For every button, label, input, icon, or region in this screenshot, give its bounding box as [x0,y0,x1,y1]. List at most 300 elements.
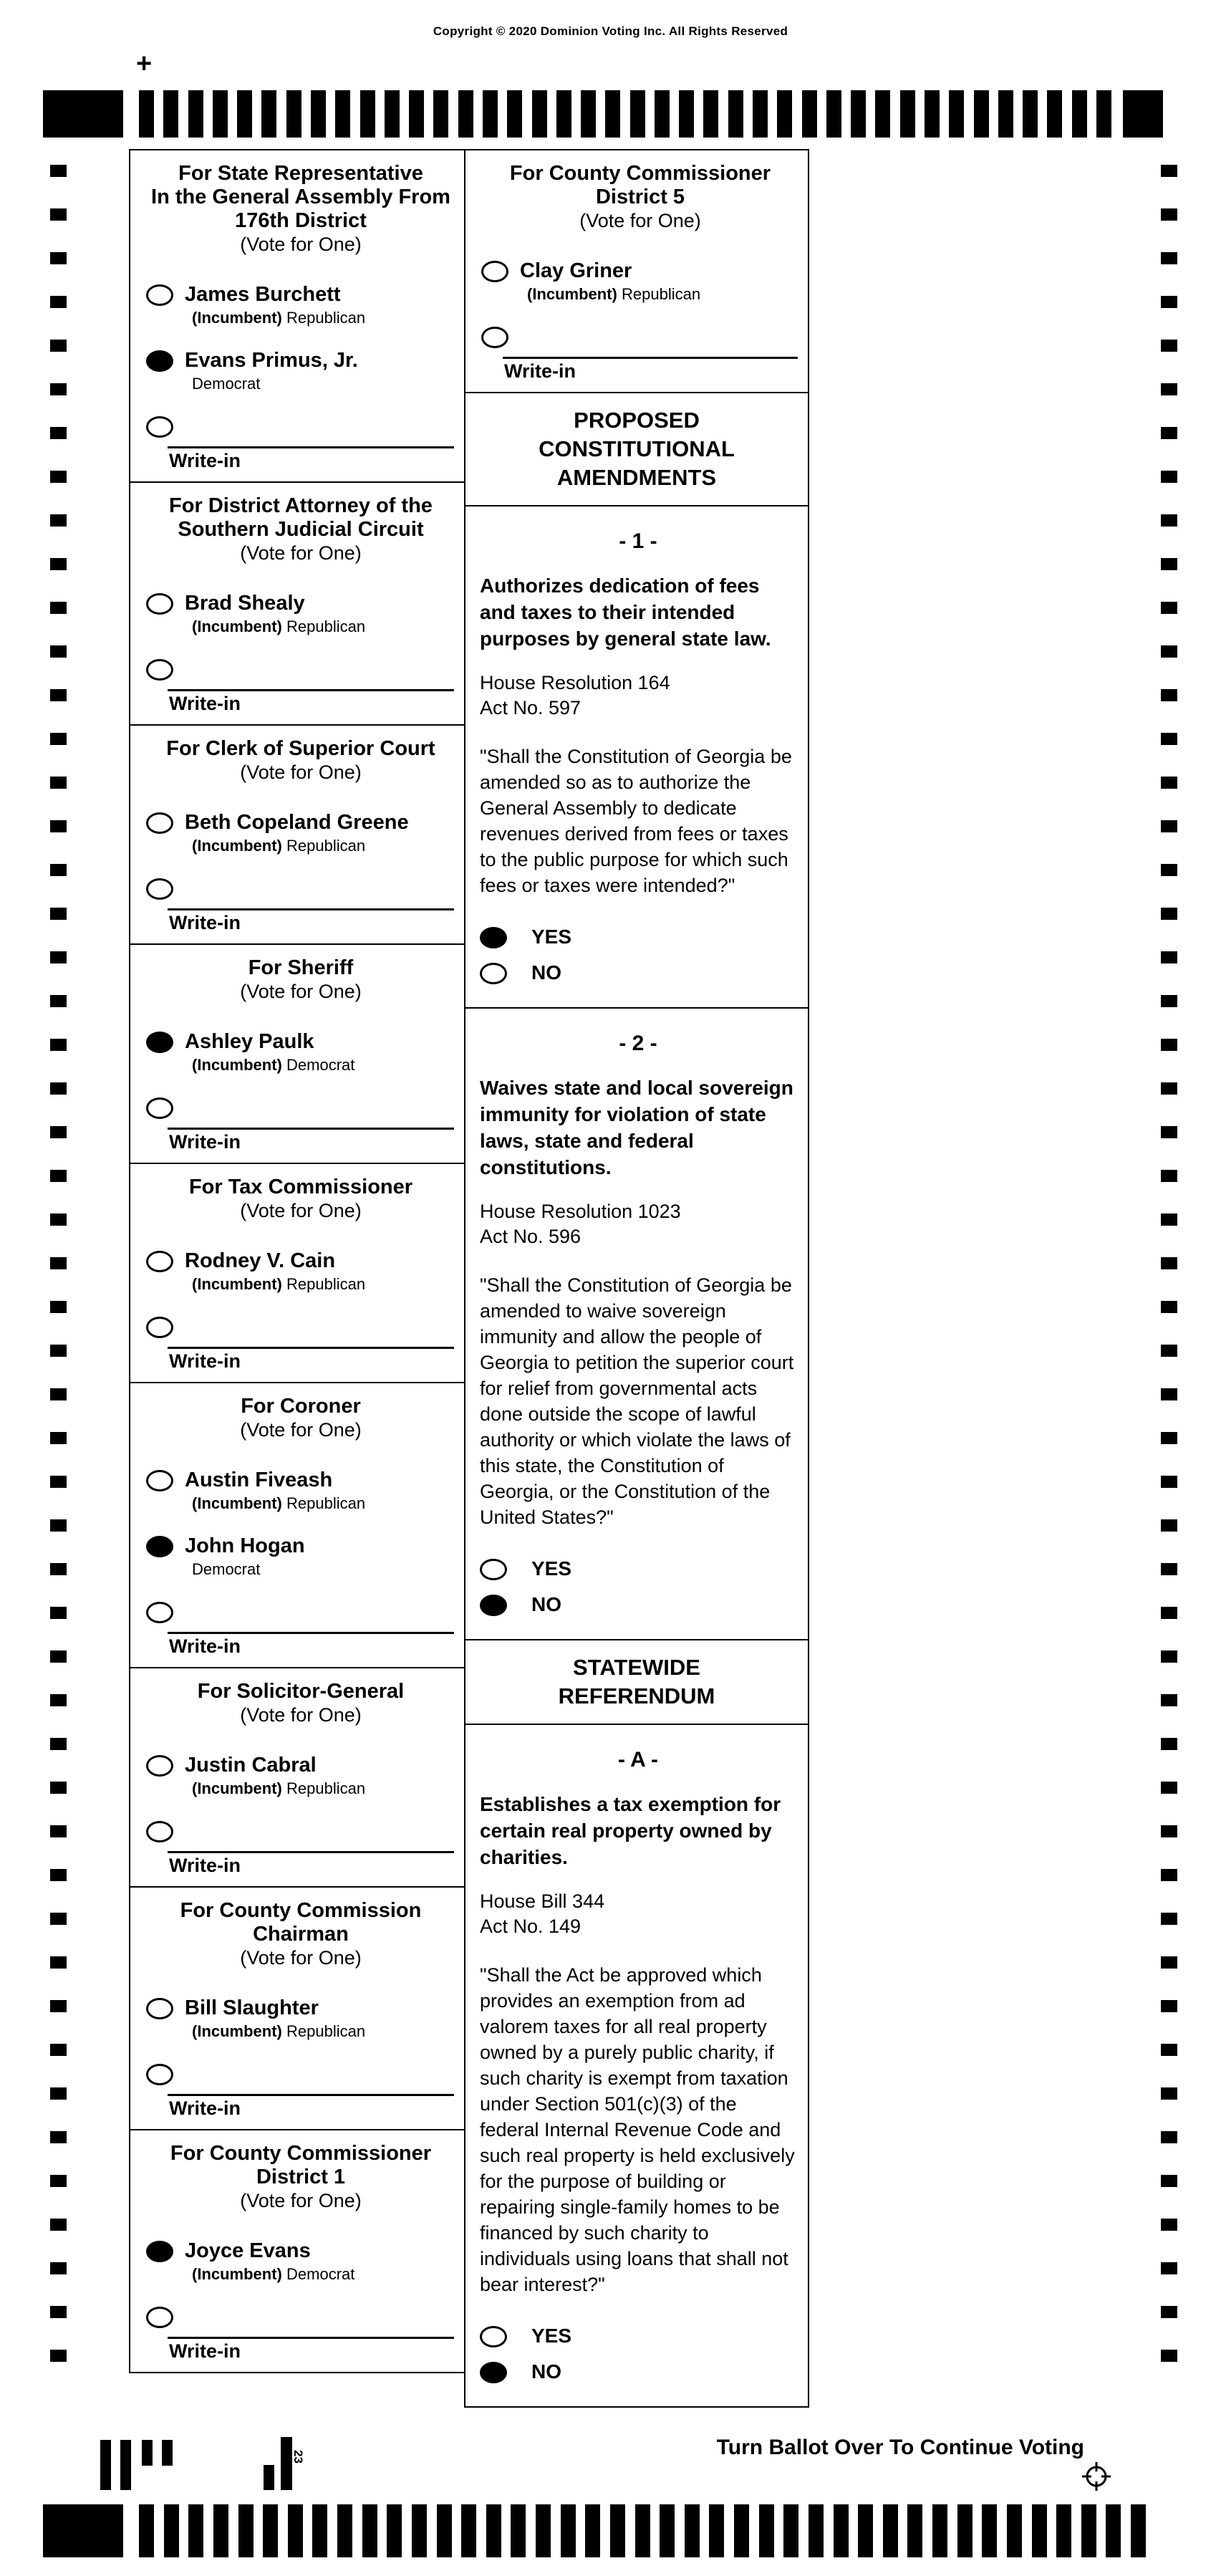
timing-mark [1023,90,1038,138]
measure-question: "Shall the Constitution of Georgia be amended so as to authorize the General Assembly to dedicate revenues derived from fees or taxes to the public purpose for which such fees or taxes were intended?" [480,746,792,896]
candidate-incumbent: (Incumbent) [192,1779,282,1797]
timing-mark [50,2175,67,2187]
contest-title: For Coroner [241,1395,361,1418]
timing-mark [1161,645,1177,658]
timing-mark [213,2504,228,2557]
timing-mark [50,383,67,395]
vote-bubble[interactable] [481,261,508,282]
contest-box [129,1886,465,2130]
timing-mark [1047,90,1062,138]
candidate-option [146,349,455,395]
timing-mark [50,951,67,963]
candidate-detail [192,307,365,329]
timing-mark [50,1869,67,1881]
section-header [464,392,809,506]
timing-mark [1007,2504,1022,2557]
vote-bubble[interactable] [146,1251,173,1272]
vote-bubble[interactable] [146,416,173,438]
contest-box [464,149,809,393]
timing-mark [50,514,67,527]
vote-bubble[interactable] [146,1998,173,2019]
bottom-timing-strip [43,2504,1146,2557]
write-in-bubble-row [146,658,455,681]
measure-number: - 1 - [619,529,657,553]
timing-mark [1161,602,1177,614]
write-in-option [146,658,455,719]
vote-bubble[interactable] [481,327,508,348]
vote-bubble[interactable] [146,2307,173,2328]
timing-mark [50,340,67,352]
timing-mark [1161,1213,1177,1226]
vote-bubble[interactable] [146,1032,173,1053]
contest-box [129,1667,465,1888]
candidate-option [146,592,455,638]
timing-mark [1161,1519,1177,1532]
vote-bubble[interactable] [480,2326,507,2347]
candidate-option [146,2239,455,2285]
vote-bubble[interactable] [146,659,173,681]
vote-for-instruction: (Vote for One) [240,2190,362,2211]
timing-mark [709,2504,724,2557]
candidate-name: Clay Griner [520,259,632,282]
contest-title: For County Commissioner [170,2142,432,2165]
section-header [464,1639,809,1725]
timing-mark [1161,1825,1177,1837]
barcode-bar [281,2437,292,2490]
authority-line: House Resolution 164 [480,672,670,693]
candidate-name: Austin Fiveash [185,1469,333,1491]
timing-mark [1161,1257,1177,1269]
candidate-info [185,283,365,329]
timing-mark [238,2504,254,2557]
timing-mark [1161,296,1177,308]
timing-mark [685,2504,700,2557]
write-in-option [146,1096,455,1157]
write-in-option [481,325,799,386]
candidate-detail [192,616,365,638]
timing-mark [1072,90,1087,138]
timing-mark [50,1782,67,1794]
write-in-bubble-row [146,877,455,900]
timing-mark [50,208,67,221]
timing-mark [826,90,841,138]
timing-mark [50,296,67,308]
timing-mark [50,1956,67,1969]
timing-mark [50,1563,67,1575]
vote-bubble[interactable] [146,878,173,900]
candidate-option [146,1996,455,2042]
measure-authority [480,1199,796,1249]
timing-mark [605,90,620,138]
write-in-label: Write-in [169,693,241,714]
vote-for-instruction: (Vote for One) [240,1200,362,1221]
contest-box [129,1382,465,1668]
candidate-incumbent: (Incumbent) [192,1056,282,1074]
timing-mark [362,2504,377,2557]
candidate-name: John Hogan [185,1534,305,1557]
timing-mark [50,2087,67,2100]
candidate-name: Joyce Evans [185,2239,311,2262]
timing-mark [851,90,866,138]
timing-mark [1161,2350,1177,2362]
contest-title: District 1 [256,2166,346,2188]
timing-mark [1161,252,1177,264]
candidate-party: Republican [286,1275,366,1293]
measure-votes [480,1557,796,1616]
timing-mark [188,90,203,138]
timing-mark [1161,777,1177,789]
candidate-incumbent: (Incumbent) [192,1494,282,1512]
write-in-option [146,1820,455,1880]
timing-mark [660,2504,675,2557]
timing-mark [1161,2175,1177,2187]
vote-bubble[interactable] [146,1317,173,1338]
timing-mark [1161,1869,1177,1881]
timing-mark [511,2504,526,2557]
timing-mark [286,90,301,138]
timing-mark [139,90,154,138]
write-in-option [146,415,455,476]
timing-mark [1131,2504,1146,2557]
vote-bubble[interactable] [146,2064,173,2085]
timing-mark [50,645,67,658]
timing-mark [834,2504,849,2557]
candidate-name: Rodney V. Cain [185,1249,336,1272]
contest-box [129,481,465,726]
vote-bubble[interactable] [146,593,173,615]
timing-mark [949,90,964,138]
vote-bubble[interactable] [480,963,507,984]
timing-block-icon [43,90,123,138]
timing-mark [50,1913,67,1925]
write-in-label: Write-in [169,2097,241,2119]
timing-mark [783,2504,798,2557]
timing-mark [1161,2044,1177,2056]
vote-bubble[interactable] [146,2241,173,2262]
no-label: NO [531,1593,561,1615]
timing-mark [50,602,67,614]
timing-mark [163,90,178,138]
timing-block-icon [1123,90,1163,138]
candidate-info [185,1469,365,1514]
timing-mark [483,90,498,138]
timing-mark [437,2504,452,2557]
ballot-content [129,149,809,2408]
measure-summary: Authorizes dedication of fees and taxes to their intended purposes by general state law. [480,575,771,650]
vote-for-instruction: (Vote for One) [240,234,362,255]
candidate-detail [192,2264,354,2285]
timing-mark [1161,1694,1177,1706]
barcode-bar [120,2440,131,2490]
vote-for-instruction: (Vote for One) [240,1947,362,1969]
timing-mark [900,90,915,138]
candidate-incumbent: (Incumbent) [192,837,282,855]
right-column [464,149,809,2408]
timing-mark [777,90,792,138]
candidate-name: James Burchett [185,283,341,306]
timing-mark [734,2504,749,2557]
no-label: NO [531,2360,561,2383]
timing-mark [728,90,743,138]
timing-mark [759,2504,774,2557]
vote-bubble[interactable] [146,284,173,306]
candidate-detail [192,1559,305,1580]
timing-mark [809,2504,824,2557]
timing-mark [932,2504,947,2557]
vote-bubble[interactable] [146,350,173,372]
write-in-option [146,2305,455,2366]
timing-mark [263,2504,278,2557]
timing-mark [50,1607,67,1619]
contest-box [129,149,465,483]
candidate-name: Bill Slaughter [185,1996,319,2019]
choice-option [480,926,796,948]
timing-mark [1161,383,1177,395]
timing-mark [1081,2504,1096,2557]
timing-mark [50,733,67,745]
contest-title: Chairman [253,1923,349,1946]
vote-bubble[interactable] [480,1559,507,1580]
timing-mark [337,2504,352,2557]
vote-bubble[interactable] [146,1470,173,1491]
vote-bubble[interactable] [146,1602,173,1623]
timing-mark [335,90,350,138]
candidate-incumbent: (Incumbent) [192,2022,282,2040]
barcode-bar [142,2440,153,2466]
registration-plus-icon: + [136,49,153,79]
timing-mark [1161,340,1177,352]
timing-mark [312,2504,327,2557]
timing-mark [50,1519,67,1532]
candidate-info [185,1249,365,1295]
timing-mark [907,2504,922,2557]
timing-mark [50,1126,67,1138]
timing-mark [50,908,67,920]
timing-mark [1161,208,1177,221]
candidate-info [185,811,409,857]
contest-title: For Solicitor-General [197,1680,405,1703]
timing-mark [1032,2504,1047,2557]
vote-bubble[interactable] [146,1755,173,1777]
vote-bubble[interactable] [146,812,173,834]
write-in-label: Write-in [169,2340,241,2362]
timing-mark [1161,1956,1177,1969]
timing-mark [1161,2131,1177,2143]
timing-mark [998,90,1013,138]
contest-box [129,943,465,1164]
timing-mark [50,995,67,1007]
timing-mark [1161,1738,1177,1750]
write-in-bubble-row [146,1315,455,1338]
vote-bubble[interactable] [146,1821,173,1842]
timing-mark [1161,1345,1177,1357]
vote-bubble[interactable] [480,1595,507,1616]
contest-title: For County Commission [180,1899,422,1922]
vote-for-instruction: (Vote for One) [240,542,362,564]
write-in-option [146,2062,455,2123]
timing-mark [974,90,989,138]
timing-mark [50,1738,67,1750]
section-header-title: PROPOSED [574,408,700,433]
candidate-party: Republican [622,285,701,303]
timing-mark [581,90,596,138]
write-in-bubble-row [146,1820,455,1842]
timing-mark [1161,733,1177,745]
timing-mark [311,90,326,138]
write-in-label: Write-in [169,1350,241,1372]
section-header-title: REFERENDUM [558,1683,715,1708]
candidate-party: Democrat [192,375,261,393]
timing-mark [1161,1082,1177,1095]
left-column [129,149,465,2373]
candidate-option [146,811,455,857]
contest-title: District 5 [595,186,685,208]
timing-mark [50,1650,67,1663]
vote-bubble[interactable] [146,1536,173,1557]
section-header-title: AMENDMENTS [556,465,717,490]
vote-bubble[interactable] [480,2362,507,2383]
timing-block-icon [43,2504,123,2557]
measure [464,505,809,1009]
vote-bubble[interactable] [480,927,507,948]
timing-mark [556,90,571,138]
timing-mark [139,2504,154,2557]
candidate-incumbent: (Incumbent) [192,309,282,327]
timing-mark [50,820,67,832]
candidate-detail [527,284,700,305]
timing-mark [50,2306,67,2318]
contest-box [129,2129,465,2373]
timing-mark [1161,1782,1177,1794]
candidate-incumbent: (Incumbent) [192,617,282,635]
candidate-incumbent: (Incumbent) [527,285,617,303]
timing-mark [1161,908,1177,920]
timing-mark [50,864,67,876]
contest-title: For State Representative [178,162,423,185]
timing-mark [50,2219,67,2231]
timing-mark [630,90,645,138]
timing-mark [50,1432,67,1444]
timing-mark [1161,1388,1177,1400]
timing-mark [409,90,424,138]
vote-for-instruction: (Vote for One) [240,981,362,1002]
timing-mark [679,90,694,138]
write-in-bubble-row [146,1096,455,1119]
turn-ballot-over-text: Turn Ballot Over To Continue Voting [716,2436,1084,2459]
timing-mark [703,90,718,138]
measure [464,1724,809,2408]
timing-mark [1056,2504,1071,2557]
write-in-bubble-row [146,2305,455,2328]
timing-mark [753,90,768,138]
timing-mark [50,1301,67,1313]
section-header-title: CONSTITUTIONAL [539,436,735,461]
timing-mark [50,2000,67,2012]
write-in-bubble-row [481,325,799,348]
candidate-detail [192,373,358,395]
timing-mark [585,2504,600,2557]
candidate-info [185,1754,365,1799]
authority-line: Act No. 149 [480,1916,581,1937]
vote-bubble[interactable] [146,1097,173,1119]
bottom-timing-bars [139,2504,1146,2557]
timing-mark [50,1082,67,1095]
timing-mark [50,1345,67,1357]
candidate-party: Democrat [192,1560,261,1578]
timing-mark [1161,1650,1177,1663]
write-in-label: Write-in [504,360,576,382]
candidate-detail [192,1054,354,1076]
timing-mark [213,90,228,138]
timing-mark [802,90,817,138]
choice-option [480,2360,796,2383]
candidate-option [146,1030,455,1076]
timing-mark [1161,165,1177,177]
contest-header [146,1395,455,1441]
timing-mark [1161,951,1177,963]
timing-mark [925,90,940,138]
candidate-party: Republican [286,309,366,327]
timing-mark [635,2504,650,2557]
timing-mark [50,2044,67,2056]
contest-title: In the General Assembly From [151,186,450,208]
top-timing-strip [43,90,1163,138]
candidate-option [146,1249,455,1295]
candidate-detail [192,1778,365,1799]
choice-option [480,961,796,984]
measure-summary: Waives state and local sovereign immunity for violation of state laws, state and federal constitutions. [480,1077,793,1178]
write-in-option [146,877,455,938]
timing-mark [1161,471,1177,483]
timing-mark [412,2504,427,2557]
yes-label: YES [531,1557,572,1580]
write-in-label: Write-in [169,1635,241,1657]
write-in-label: Write-in [169,912,241,933]
candidate-detail [192,835,409,857]
timing-mark [486,2504,501,2557]
ballot-stub-number: 23 [291,2450,305,2464]
timing-mark [1096,90,1111,138]
candidate-party: Democrat [286,1056,355,1074]
candidate-info [185,1030,354,1076]
timing-mark [50,777,67,789]
timing-mark [1161,820,1177,832]
timing-mark [610,2504,625,2557]
timing-mark [50,1825,67,1837]
timing-mark [1161,689,1177,701]
write-in-label: Write-in [169,450,241,471]
timing-mark [507,90,522,138]
contest-header [146,1899,455,1969]
candidate-option [146,1754,455,1799]
timing-mark [50,2131,67,2143]
write-in-option [146,1600,455,1661]
choice-option [480,1593,796,1616]
timing-mark [1161,1563,1177,1575]
timing-mark [1161,1126,1177,1138]
contest-header [146,737,455,784]
contest-box [129,724,465,945]
barcode-bar [264,2465,274,2490]
vote-for-instruction: (Vote for One) [240,1704,362,1726]
timing-mark [561,2504,576,2557]
measure-summary: Establishes a tax exemption for certain real property owned by charities. [480,1793,781,1868]
timing-mark [1161,995,1177,1007]
timing-mark [50,2350,67,2362]
measure-votes [480,2325,796,2383]
timing-mark [50,558,67,570]
candidate-name: Justin Cabral [185,1754,317,1777]
